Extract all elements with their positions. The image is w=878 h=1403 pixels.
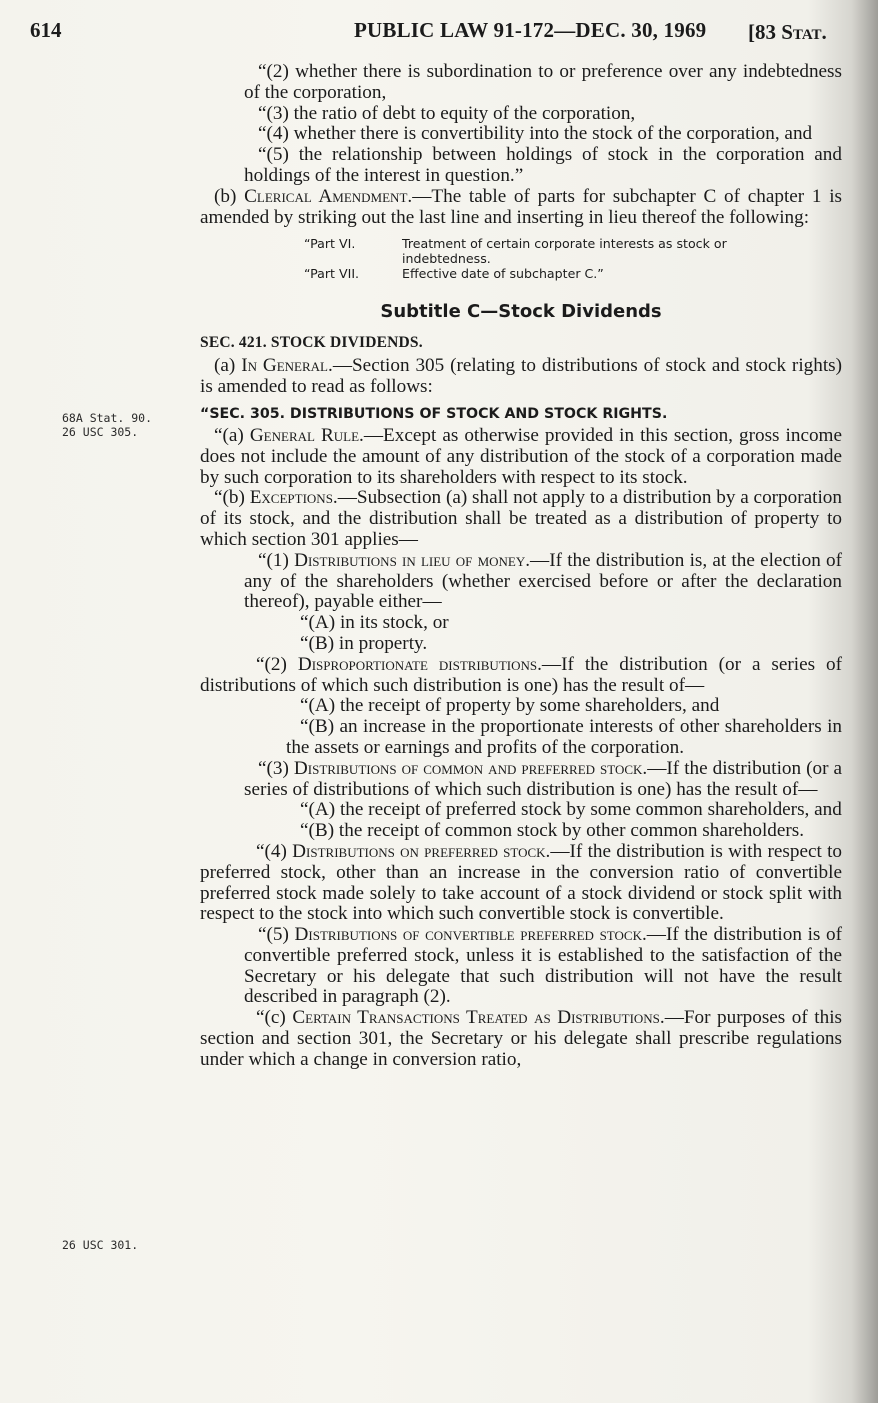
exception-caption: Disproportionate distributions. (297, 653, 542, 675)
exception-1-a: “(A) in its stock, or (300, 612, 449, 634)
part-number: “Part VII. (304, 266, 360, 282)
rule-text: —For purposes of this section and section 301, the Secretary or his delegate shall prescribe regulations under which a change in conversion ratio, (200, 1007, 842, 1070)
subsection-caption: In General. (241, 355, 333, 377)
exception-caption: Distributions of common and preferred stock. (293, 757, 648, 779)
exception-1 (200, 551, 842, 613)
rule-text: —Except as otherwise provided in this section, gross income does not include the amount of any distribution of the stock of a corporation made by such corporation to its shareholders with respect to its stock. (200, 424, 842, 488)
exception-text: —If the distribution (or a series of distributions of which such distribution is one) has the result of— (200, 653, 843, 696)
margin-note-line: 68A Stat. 90. (62, 411, 153, 425)
exception-text: —If the distribution (or a series of distributions of which such distribution is one) has the result of— (244, 757, 843, 800)
rule-a (200, 426, 842, 488)
exception-caption: Distributions of convertible preferred stock. (294, 924, 647, 946)
exception-1-b: “(B) in property. (300, 632, 428, 654)
paragraph-4: “(4) whether there is convertibility into the stock of the corporation, and (258, 123, 813, 145)
page-header (30, 18, 838, 58)
rule-caption: Certain Transactions Treated as Distributions. (292, 1007, 665, 1029)
statute-reference (748, 20, 827, 45)
margin-note-68a-stat (62, 411, 152, 439)
part-title: Effective date of subchapter C.” (402, 266, 604, 282)
subsection-caption: Clerical Amendment. (244, 185, 413, 207)
table-row (200, 236, 842, 251)
exception-lead: “(4) (256, 840, 293, 862)
running-title: PUBLIC LAW 91-172—DEC. 30, 1969 (354, 18, 707, 42)
parts-table (200, 236, 842, 281)
paragraph-2: “(2) whether there is subordination to or preference over any indebtedness of the corporation, (244, 61, 842, 103)
paragraph-5: “(5) the relationship between holdings of stock in the corporation and holdings of the interest in question.” (244, 144, 842, 186)
part-number: “Part VI. (304, 236, 356, 252)
rule-b (200, 488, 842, 550)
subsection-text: —The table of parts for subchapter C of chapter 1 is amended by striking out the last line and inserting in lieu thereof the following: (200, 185, 842, 228)
rule-c (200, 1008, 842, 1070)
statute-volume: [83 (748, 20, 782, 44)
table-row (200, 266, 842, 281)
exception-2-b: “(B) an increase in the proportionate interests of other shareholders in the assets or earnings and profits of the corporation. (286, 716, 842, 758)
subsection-text: —Section 305 (relating to distributions of stock and stock rights) is amended to read as follows: (200, 355, 843, 398)
subsection-lead: (b) (214, 185, 245, 207)
subsection-b (200, 187, 842, 229)
exception-lead: “(5) (258, 924, 295, 946)
rule-lead: “(c) (256, 1007, 293, 1029)
exception-2 (200, 655, 842, 697)
rule-caption: General Rule. (249, 424, 364, 446)
exception-caption: Distributions on preferred stock. (292, 840, 551, 862)
document-body (200, 62, 842, 1071)
subsection-lead: (a) (214, 355, 242, 377)
part-title-continued: indebtedness. (402, 251, 491, 267)
margin-note-line: 26 USC 305. (62, 425, 139, 439)
section-421-heading: SEC. 421. STOCK DIVIDENDS. (200, 334, 423, 352)
rule-caption: Exceptions. (249, 487, 338, 509)
exception-3 (200, 759, 842, 801)
exception-3-b: “(B) the receipt of common stock by other common shareholders. (300, 820, 805, 842)
section-305-heading: “SEC. 305. DISTRIBUTIONS OF STOCK AND STOCK RIGHTS. (200, 405, 668, 422)
paragraph-3: “(3) the ratio of debt to equity of the corporation, (258, 102, 636, 124)
margin-note-line: 26 USC 301. (62, 1238, 139, 1252)
part-title: Treatment of certain corporate interests as stock or (402, 236, 727, 252)
rule-lead: “(a) (214, 424, 250, 446)
page-number: 614 (30, 18, 62, 42)
exception-4 (200, 842, 842, 925)
exception-2-a: “(A) the receipt of property by some shareholders, and (300, 695, 720, 717)
exception-lead: “(2) (256, 653, 298, 675)
exception-lead: “(3) (258, 757, 294, 779)
exception-text: —If the distribution is of convertible preferred stock, unless it is established to the satisfaction of the Secretary or his delegate that such distribution will not have the result described in paragraph (2). (244, 924, 842, 1008)
rule-lead: “(b) (214, 487, 250, 509)
exception-5 (200, 925, 842, 1008)
exception-text: —If the distribution is with respect to preferred stock, other than an increase in the conversion ratio of convertible preferred stock made solely to take account of a stock dividend or stock split with respect to the stock into which such convertible stock is convertible. (200, 840, 843, 925)
margin-note-26-usc-301 (62, 1238, 138, 1252)
exception-lead: “(1) (258, 549, 295, 571)
subsection-a (200, 356, 842, 398)
rule-text: —Subsection (a) shall not apply to a distribution by a corporation of its stock, and the distribution shall be treated as a distribution of property to which section 301 applies— (200, 487, 842, 550)
statute-word: Stat. (781, 20, 827, 44)
subtitle-heading: Subtitle C—Stock Dividends (380, 301, 662, 323)
exception-text: —If the distribution is, at the election of any of the shareholders (whether exercised before or after the declaration thereof), payable either— (244, 549, 843, 613)
exception-caption: Distributions in lieu of money. (294, 549, 531, 571)
exception-3-a: “(A) the receipt of preferred stock by some common shareholders, and (300, 799, 842, 821)
